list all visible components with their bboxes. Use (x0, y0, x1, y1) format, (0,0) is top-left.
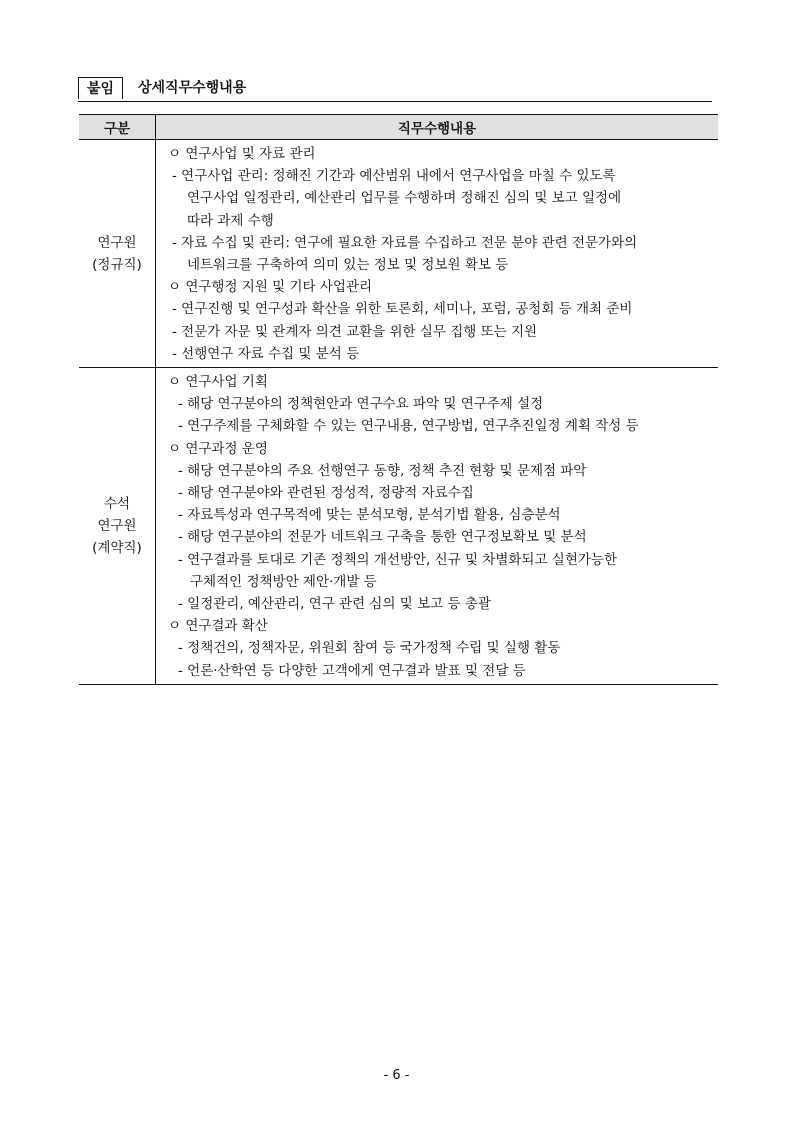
duty-line: - 선행연구 자료 수집 및 분석 등 (172, 345, 360, 362)
duty-line: ㅇ 연구행정 지원 및 기타 사업관리 (168, 279, 373, 296)
table-row (79, 140, 718, 368)
duty-table (79, 114, 718, 685)
header-duties: 직무수행내용 (156, 115, 719, 140)
category-cell (79, 368, 156, 685)
duty-line: - 전문가 자문 및 관계자 의견 교환을 위한 실무 집행 또는 지원 (172, 323, 538, 340)
duty-line: ㅇ 연구사업 기획 (168, 374, 268, 391)
duty-line: - 연구진행 및 연구성과 확산을 위한 토론회, 세미나, 포럼, 공청회 등 개최 준비 (172, 301, 633, 318)
duty-line: ㅇ 연구사업 및 자료 관리 (168, 146, 316, 162)
category-line: (정규직) (92, 256, 142, 273)
category-line: 수석 (103, 495, 131, 512)
category-line: (계약직) (92, 539, 142, 556)
duty-line: - 자료특성과 연구목적에 맞는 분석모형, 분석기법 활용, 심층분석 (178, 507, 561, 524)
attachment-heading (78, 77, 712, 102)
duty-line: - 연구결과를 토대로 기존 정책의 개선방안, 신규 및 차별화되고 실현가능한 (178, 551, 618, 568)
page-number: - 6 - (383, 1068, 410, 1083)
heading-title: 상세직무수행내용 (138, 80, 247, 96)
duty-line: - 연구사업 관리: 정해진 기간과 예산범위 내에서 연구사업을 마칠 수 있도록 (172, 168, 616, 185)
header-category: 구분 (79, 115, 156, 140)
category-line: 연구원 (97, 234, 137, 251)
duty-line: 따라 과제 수행 (187, 212, 274, 229)
duty-line: ㅇ 연구과정 운영 (168, 440, 268, 457)
attachment-tag: 붙임 (78, 77, 123, 99)
duty-line: - 해당 연구분야와 관련된 정성적, 정량적 자료수집 (178, 485, 474, 502)
duty-line: 구체적인 정책방안 제안·개발 등 (190, 573, 377, 590)
duties-cell (156, 368, 719, 685)
duty-line: - 일정관리, 예산관리, 연구 관련 심의 및 보고 등 총괄 (178, 596, 491, 613)
category-cell (79, 140, 156, 368)
duty-line: - 언론·산학연 등 다양한 고객에게 연구결과 발표 및 전달 등 (178, 662, 526, 679)
duties-cell (156, 140, 719, 368)
table-row (79, 368, 718, 685)
duty-line: - 연구주제를 구체화할 수 있는 연구내용, 연구방법, 연구추진일정 계획 작성 등 (178, 418, 639, 435)
duty-line: - 해당 연구분야의 정책현안과 연구수요 파악 및 연구주제 설정 (178, 396, 544, 413)
duty-line: 네트워크를 구축하여 의미 있는 정보 및 정보원 확보 등 (187, 257, 509, 274)
duty-line: - 자료 수집 및 관리: 연구에 필요한 자료를 수집하고 전문 분야 관련 전문가와의 (172, 234, 638, 251)
duty-line: - 정책건의, 정책자문, 위원회 참여 등 국가정책 수립 및 실행 활동 (178, 640, 561, 657)
duty-line: 연구사업 일정관리, 예산관리 업무를 수행하며 정해진 심의 및 보고 일정에 (187, 190, 622, 207)
duty-line: - 해당 연구분야의 전문가 네트워크 구축을 통한 연구정보확보 및 분석 (178, 529, 587, 546)
duty-line: ㅇ 연구결과 확산 (168, 618, 268, 635)
duty-line: - 해당 연구분야의 주요 선행연구 동향, 정책 추진 현황 및 문제점 파악 (178, 462, 587, 479)
category-line: 연구원 (97, 517, 137, 534)
